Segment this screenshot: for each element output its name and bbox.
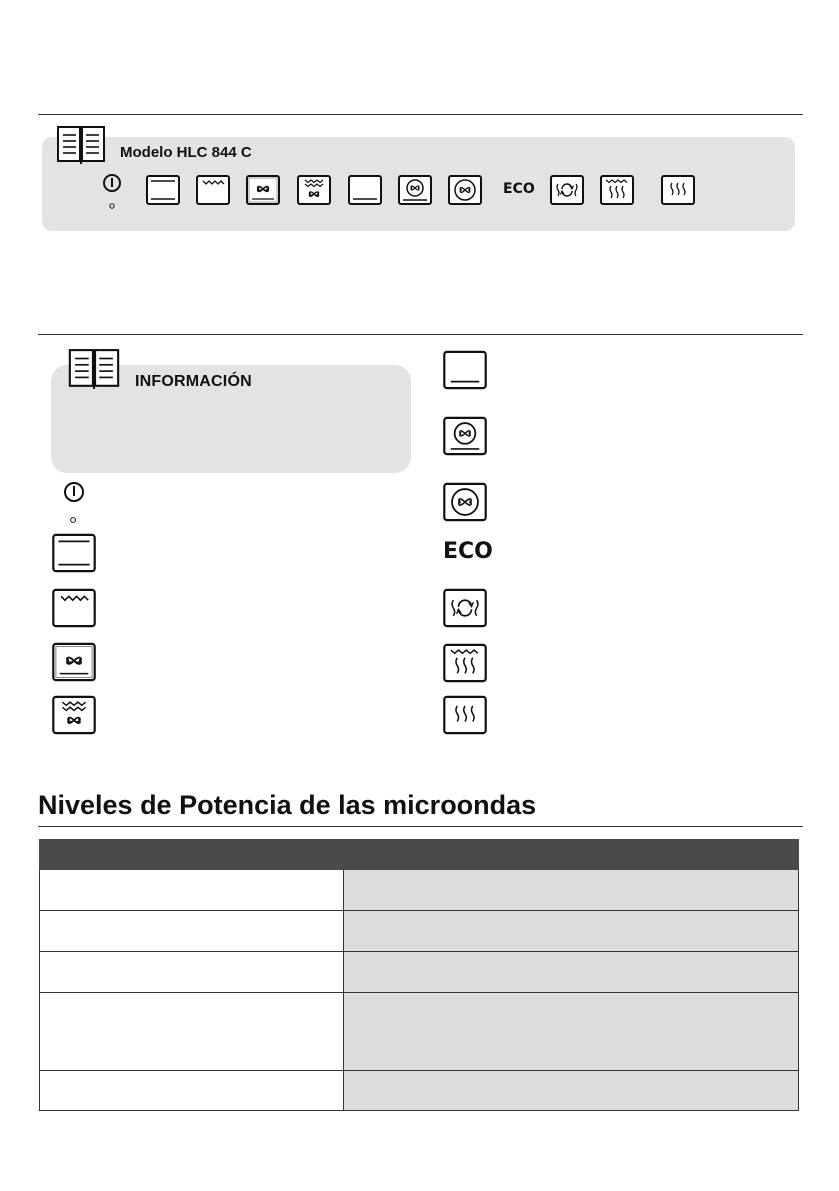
legend-power-off-icon xyxy=(62,480,86,526)
middle-divider xyxy=(38,334,803,335)
info-book-icon xyxy=(67,348,121,390)
table-cell xyxy=(40,1071,344,1111)
top-divider xyxy=(38,114,803,115)
table-cell xyxy=(40,870,344,911)
fan-grill-conventional-icon xyxy=(297,175,331,205)
grill-icon xyxy=(196,175,230,205)
table-row xyxy=(40,911,799,952)
table-row xyxy=(40,952,799,993)
power-levels-table xyxy=(39,839,799,1111)
table-header-cell xyxy=(40,840,344,870)
heading-underline xyxy=(38,826,803,827)
table-cell xyxy=(344,993,799,1071)
fan-bottom-heat-icon xyxy=(398,175,432,205)
manual-book-icon xyxy=(56,125,106,165)
table-row xyxy=(40,993,799,1071)
legend-fan-bottom-heat-icon xyxy=(443,416,487,456)
info-title: INFORMACIÓN xyxy=(135,373,252,390)
legend-microwave-grill-icon xyxy=(443,643,487,683)
legend-fan-grill-icon xyxy=(52,642,96,682)
table-cell xyxy=(40,952,344,993)
table-header-row xyxy=(40,840,799,870)
legend-fan-heat-icon xyxy=(443,482,487,522)
legend-conventional-icon xyxy=(52,533,96,573)
table-cell xyxy=(40,911,344,952)
legend-fan-grill-conventional-icon xyxy=(52,695,96,735)
fan-grill-icon xyxy=(246,175,280,205)
table-row xyxy=(40,870,799,911)
defrost-icon xyxy=(550,175,584,205)
model-title: Modelo HLC 844 C xyxy=(120,144,252,161)
table-header-cell xyxy=(344,840,799,870)
legend-bottom-heat-icon xyxy=(443,350,487,390)
conventional-icon xyxy=(146,175,180,205)
table-cell xyxy=(344,952,799,993)
table-row xyxy=(40,1071,799,1111)
power-levels-heading: Niveles de Potencia de las microondas xyxy=(38,790,537,820)
power-off-icon xyxy=(101,172,123,212)
table-cell xyxy=(344,870,799,911)
table-cell xyxy=(344,1071,799,1111)
microwave-icon xyxy=(661,175,695,205)
fan-heat-icon xyxy=(448,175,482,205)
table-cell xyxy=(40,993,344,1071)
eco-label-small: ECO xyxy=(503,181,535,197)
microwave-grill-icon xyxy=(600,175,634,205)
table-cell xyxy=(344,911,799,952)
legend-eco-label: ECO xyxy=(443,539,493,564)
legend-defrost-icon xyxy=(443,588,487,628)
bottom-heat-icon xyxy=(348,175,382,205)
legend-grill-icon xyxy=(52,588,96,628)
legend-microwave-icon xyxy=(443,695,487,735)
